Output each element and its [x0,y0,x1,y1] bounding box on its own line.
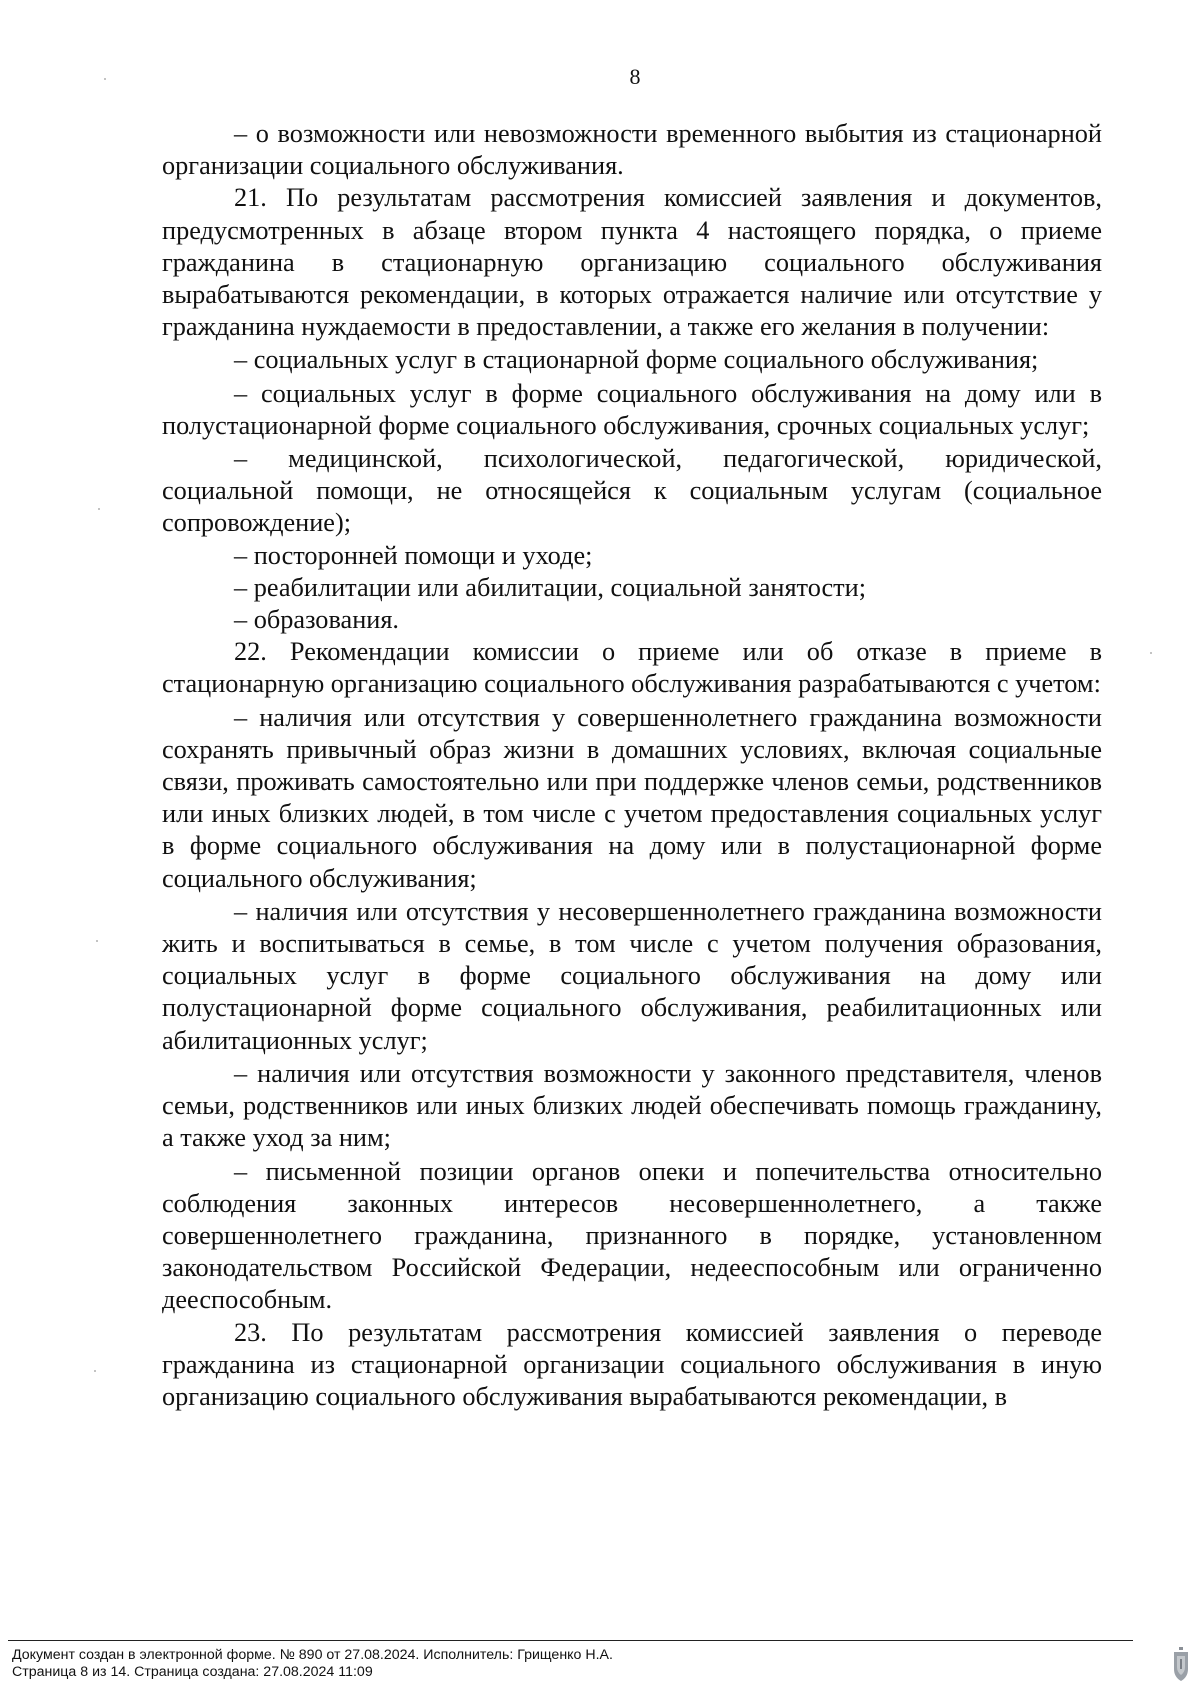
scan-speck [1150,652,1152,654]
footer-divider [8,1640,1133,1641]
paragraph-list-item: – о возможности или невозможности временного выбытия из стационарной организации социального обслуживания. [162,119,1102,181]
scan-speck [94,1370,96,1372]
paragraph-list-item: – наличия или отсутствия возможности у законного представителя, членов семьи, родственников или иных близких людей обеспечивать помощь гражданину, а также уход за ним; [162,1058,1102,1153]
document-body [162,118,1102,1413]
footer-page-info: Страница 8 из 14. Страница создана: 27.08.2024 11:09 [12,1664,373,1680]
scan-speck [98,508,100,510]
paragraph-list-item: – письменной позиции органов опеки и попечительства относительно соблюдения законных интересов несовершеннолетнего, а также совершеннолетнего гражданина, признанного в порядке, установленном законодательством Российской Федерации, недееспособным или ограниченно дееспособным. [162,1156,1102,1315]
scan-speck [104,78,106,80]
paragraph-list-item: – посторонней помощи и уходе; [234,540,593,570]
coat-of-arms-icon [1172,1647,1190,1683]
footer-document-info: Документ создан в электронной форме. № 890 от 27.08.2024. Исполнитель: Грищенко Н.А. [12,1647,613,1663]
document-footer [12,1647,613,1681]
page-number: 8 [629,64,641,89]
paragraph-list-item: – социальных услуг в форме социального обслуживания на дому или в полустационарной форме социального обслуживания, срочных социальных услуг; [162,378,1102,440]
paragraph-23: 23. По результатам рассмотрения комиссией заявления о переводе гражданина из стационарной организации социального обслуживания в иную организацию социального обслуживания вырабатываются рекомендации, в [162,1317,1102,1411]
paragraph-list-item: – медицинской, психологической, педагогической, юридической, социальной помощи, не относящейся к социальным услугам (социальное сопровождение); [162,444,1102,538]
paragraph-22: 22. Рекомендации комиссии о приеме или об отказе в приеме в стационарную организацию социального обслуживания разрабатываются с учетом: [162,637,1102,699]
paragraph-list-item: – наличия или отсутствия у несовершеннолетнего гражданина возможности жить и воспитываться в семье, в том числе с учетом получения образования, социальных услуг в форме социального обслуживания на дому или полустационарной форме социального обслуживания, реабилитационных или абилитационных услуг; [162,896,1102,1055]
paragraph-list-item: – реабилитации или абилитации, социальной занятости; [234,572,867,602]
paragraph-list-item: – образования. [234,605,400,635]
paragraph-list-item: – наличия или отсутствия у совершеннолетнего гражданина возможности сохранять привычный образ жизни в домашних условиях, включая социальные связи, проживать самостоятельно или при поддержке членов семьи, родственников или иных близких людей, в том числе с учетом предоставления социальных услуг в форме социального обслуживания на дому или в полустационарной форме социального обслуживания; [162,702,1102,893]
scan-speck [96,940,98,942]
paragraph-21: 21. По результатам рассмотрения комиссией заявления и документов, предусмотренных в абзаце втором пункта 4 настоящего порядка, о приеме гражданина в стационарную организацию социального обслуживания вырабатываются рекомендации, в которых отражается наличие или отсутствие у гражданина нуждаемости в предоставлении, а также его желания в получении: [162,183,1102,342]
paragraph-list-item: – социальных услуг в стационарной форме социального обслуживания; [234,345,1039,375]
